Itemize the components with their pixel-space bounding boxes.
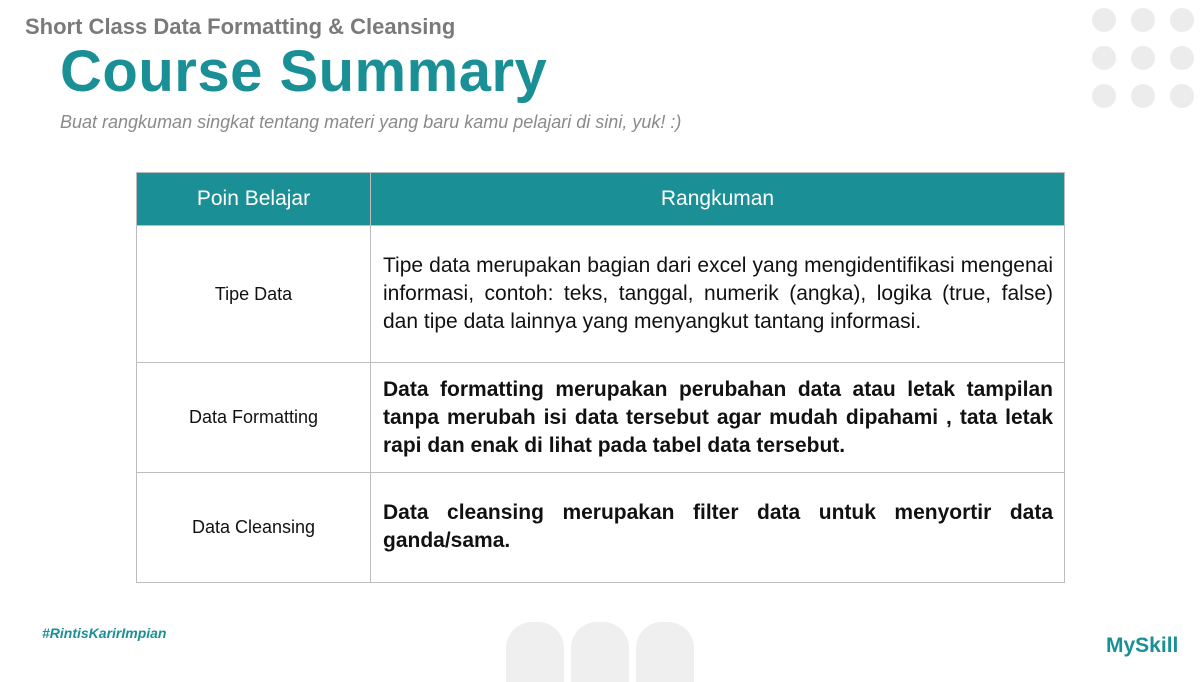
table-row (137, 226, 1065, 363)
decorative-dot (1170, 84, 1194, 108)
summary-cell: Tipe data merupakan bagian dari excel yang mengidentifikasi mengenai informasi, contoh: teks, tanggal, numerik (angka), logika (true, false) dan tipe data lainnya yang menyangkut tantang informasi. (371, 226, 1065, 363)
hashtag: #RintisKarirImpian (42, 625, 167, 641)
table-row (137, 473, 1065, 583)
page-title: Course Summary (60, 39, 548, 104)
summary-table (136, 172, 1065, 583)
decorative-shape (571, 622, 629, 682)
summary-cell: Data cleansing merupakan filter data untuk menyortir data ganda/sama. (371, 473, 1065, 583)
summary-cell: Data formatting merupakan perubahan data atau letak tampilan tanpa merubah isi data tersebut agar mudah dipahami , tata letak rapi dan enak di lihat pada tabel data tersebut. (371, 363, 1065, 473)
decorative-dot (1131, 46, 1155, 70)
column-header-summary: Rangkuman (371, 173, 1065, 226)
decorative-dot (1092, 8, 1116, 32)
decorative-dot (1092, 46, 1116, 70)
brand-logo: MySkill (1106, 634, 1179, 657)
decorative-dot-grid (1092, 8, 1200, 108)
column-header-point: Poin Belajar (137, 173, 371, 226)
decorative-dot (1131, 84, 1155, 108)
decorative-dot (1170, 8, 1194, 32)
learning-point-cell: Data Formatting (137, 363, 371, 473)
course-label: Short Class Data Formatting & Cleansing (25, 14, 456, 39)
decorative-shape (636, 622, 694, 682)
decorative-dot (1092, 84, 1116, 108)
table-row (137, 363, 1065, 473)
subtitle: Buat rangkuman singkat tentang materi yang baru kamu pelajari di sini, yuk! :) (60, 112, 682, 132)
learning-point-cell: Tipe Data (137, 226, 371, 363)
learning-point-cell: Data Cleansing (137, 473, 371, 583)
decorative-dot (1131, 8, 1155, 32)
decorative-dot (1170, 46, 1194, 70)
table-header-row (137, 173, 1065, 226)
decorative-shape (506, 622, 564, 682)
